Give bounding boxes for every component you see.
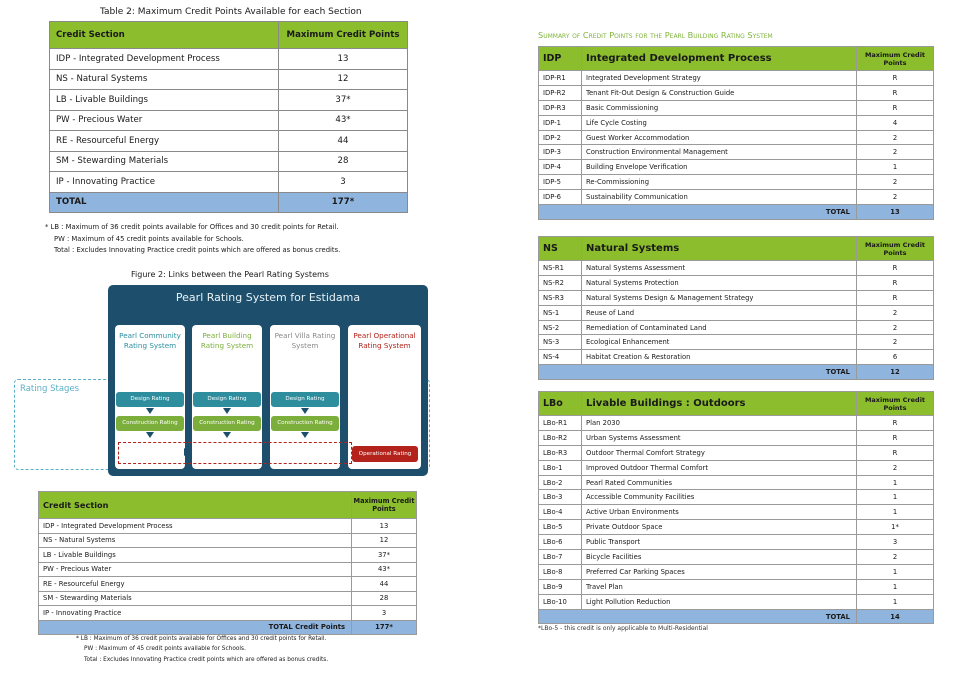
header-max-credit-points: Maximum Credit Points: [352, 492, 417, 519]
max-credit-points-header: Maximum Credit Points: [857, 392, 934, 416]
table-total-row: [39, 620, 417, 635]
table-row: [539, 320, 934, 335]
table2-notes: [45, 222, 340, 257]
table-row: [539, 130, 934, 145]
header-credit-section: Credit Section: [39, 492, 352, 519]
arrow-down-icon: [146, 432, 154, 438]
table-total-row: [50, 192, 408, 213]
credit-name: Natural Systems Protection: [582, 275, 857, 290]
construction-rating-community: Construction Rating: [116, 416, 184, 431]
table-row: [50, 69, 408, 90]
arrow-right-icon: [184, 448, 190, 456]
section-total-row: [539, 609, 934, 624]
credit-name: Light Pollution Reduction: [582, 594, 857, 609]
arrow-down-icon: [223, 432, 231, 438]
max-credit-points-header: Maximum Credit Points: [857, 47, 934, 71]
design-rating-community: Design Rating: [116, 392, 184, 407]
total-value: 13: [857, 205, 934, 220]
arrow-down-icon: [223, 408, 231, 414]
credit-name: Ecological Enhancement: [582, 335, 857, 350]
credit-name: Pearl Rated Communities: [582, 475, 857, 490]
table-row: [539, 445, 934, 460]
table-row: [539, 430, 934, 445]
table2-note-pw: PW : Maximum of 45 credit points available for Schools.: [54, 234, 244, 243]
table-row: [539, 275, 934, 290]
operational-path-outline: [118, 442, 352, 464]
table-row: [50, 172, 408, 193]
credit-code: IDP-4: [539, 160, 582, 175]
credit-points: 1: [857, 160, 934, 175]
credit-name: Tenant Fit-Out Design & Construction Guide: [582, 85, 857, 100]
total-spacer: [539, 205, 582, 220]
construction-rating-building: Construction Rating: [193, 416, 261, 431]
table2-note-lb: * LB : Maximum of 36 credit points available for Offices and 30 credit points for Retail.: [45, 223, 339, 231]
credit-name: Remediation of Contaminated Land: [582, 320, 857, 335]
credit-name: Guest Worker Accommodation: [582, 130, 857, 145]
arrow-down-icon: [146, 408, 154, 414]
figure-title: Pearl Rating System for Estidama: [175, 291, 361, 304]
credit-code: LBo-1: [539, 460, 582, 475]
credit-points: 1: [857, 475, 934, 490]
credit-points: 2: [857, 335, 934, 350]
credit-points: 2: [857, 190, 934, 205]
credit-points: 1: [857, 505, 934, 520]
credit-code: IDP-R2: [539, 85, 582, 100]
credit-name: Urban Systems Assessment: [582, 430, 857, 445]
card-villa-title: Pearl Villa Rating System: [274, 331, 336, 350]
credit-points: 1: [857, 579, 934, 594]
table-row: [539, 350, 934, 365]
credit-code: IDP-6: [539, 190, 582, 205]
credit-points: 1: [857, 490, 934, 505]
credit-code: NS-3: [539, 335, 582, 350]
arrow-down-icon: [301, 432, 309, 438]
credit-name: Accessible Community Facilities: [582, 490, 857, 505]
table-header-row: [50, 22, 408, 49]
credit-name: Construction Environmental Management: [582, 145, 857, 160]
table-row: [539, 160, 934, 175]
credit-code: IDP-R1: [539, 71, 582, 86]
table-row: [50, 49, 408, 70]
table-row: [39, 577, 417, 592]
credit-points-value: 12: [279, 69, 408, 90]
credit-section-name: IP - Innovating Practice: [39, 606, 352, 621]
credit-points: R: [857, 261, 934, 276]
credit-points: 2: [857, 130, 934, 145]
total-value: 14: [857, 609, 934, 624]
credit-name: Integrated Development Strategy: [582, 71, 857, 86]
credit-section-name: NS - Natural Systems: [39, 533, 352, 548]
table-row: [539, 145, 934, 160]
table2-caption: Table 2: Maximum Credit Points Available for each Section: [100, 7, 362, 17]
construction-rating-villa: Construction Rating: [271, 416, 339, 431]
total-label: TOTAL: [582, 365, 857, 380]
credit-points-value: 3: [352, 606, 417, 621]
section-code: IDP: [539, 47, 582, 71]
credit-points: R: [857, 71, 934, 86]
table-row: [539, 594, 934, 609]
credit-code: LBo-9: [539, 579, 582, 594]
section-code: LBo: [539, 392, 582, 416]
section-total-row: [539, 365, 934, 380]
credit-code: LBo-R2: [539, 430, 582, 445]
credit-section-table: [38, 491, 417, 635]
total-spacer: [539, 365, 582, 380]
credit-points: 2: [857, 145, 934, 160]
table-row: [539, 175, 934, 190]
table-row: [39, 591, 417, 606]
total-label: TOTAL: [582, 205, 857, 220]
credit-points-value: 43*: [279, 110, 408, 131]
credit-points-value: 28: [352, 591, 417, 606]
credit-points: R: [857, 416, 934, 431]
note-pw: PW : Maximum of 45 credit points available for Schools.: [84, 646, 246, 653]
credit-section-name: RE - Resourceful Energy: [50, 131, 279, 152]
credit-code: LBo-R3: [539, 445, 582, 460]
table-row: [539, 190, 934, 205]
max-credit-points-header: Maximum Credit Points: [857, 237, 934, 261]
design-rating-building: Design Rating: [193, 392, 261, 407]
section-code: NS: [539, 237, 582, 261]
credit-section-name: SM - Stewarding Materials: [39, 591, 352, 606]
credit-points: 1*: [857, 520, 934, 535]
credit-points-value: 12: [352, 533, 417, 548]
table-row: [539, 460, 934, 475]
credit-points: 3: [857, 535, 934, 550]
credit-name: Active Urban Environments: [582, 505, 857, 520]
credit-name: Sustainability Communication: [582, 190, 857, 205]
summary-title: Summary of Credit Points for the Pearl Building Rating System: [538, 30, 773, 40]
credit-points-value: 13: [352, 519, 417, 534]
total-label: TOTAL: [50, 192, 279, 213]
table-row: [539, 115, 934, 130]
total-label: TOTAL: [582, 609, 857, 624]
credit-code: NS-R1: [539, 261, 582, 276]
card-building-title: Pearl Building Rating System: [200, 331, 254, 350]
arrow-right-icon: [340, 448, 346, 456]
credit-name: Improved Outdoor Thermal Comfort: [582, 460, 857, 475]
note-total: Total : Excludes Innovating Practice credit points which are offered as bonus credits.: [84, 656, 329, 663]
credit-points: R: [857, 85, 934, 100]
credit-section-name: IDP - Integrated Development Process: [39, 519, 352, 534]
summary-footnote: *LBo-5 - this credit is only applicable to Multi-Residential: [538, 625, 708, 632]
total-value: 177*: [352, 620, 417, 635]
credit-name: Outdoor Thermal Comfort Strategy: [582, 445, 857, 460]
credit-name: Private Outdoor Space: [582, 520, 857, 535]
table-row: [50, 90, 408, 111]
table-row: [539, 535, 934, 550]
table-row: [539, 100, 934, 115]
credit-section-name: PW - Precious Water: [39, 562, 352, 577]
credit-section-notes: [76, 634, 328, 665]
credit-section-name: LB - Livable Buildings: [50, 90, 279, 111]
credit-name: Public Transport: [582, 535, 857, 550]
credit-name: Habitat Creation & Restoration: [582, 350, 857, 365]
credit-code: LBo-6: [539, 535, 582, 550]
credit-section-name: SM - Stewarding Materials: [50, 151, 279, 172]
table-row: [539, 520, 934, 535]
summary-table-ns: [538, 236, 934, 380]
section-name: Integrated Development Process: [582, 47, 857, 71]
credit-code: LBo-4: [539, 505, 582, 520]
section-header-row: [539, 392, 934, 416]
credit-name: Bicycle Facilities: [582, 550, 857, 565]
credit-code: LBo-2: [539, 475, 582, 490]
table-row: [539, 261, 934, 276]
credit-points: 2: [857, 320, 934, 335]
total-value: 177*: [279, 192, 408, 213]
header-max-credit-points: Maximum Credit Points: [279, 22, 408, 49]
credit-points: R: [857, 100, 934, 115]
credit-code: IDP-2: [539, 130, 582, 145]
credit-points: 2: [857, 550, 934, 565]
summary-table-lbo: [538, 391, 934, 624]
credit-name: Life Cycle Costing: [582, 115, 857, 130]
table2: [49, 21, 408, 213]
table-row: [39, 548, 417, 563]
section-name: Natural Systems: [582, 237, 857, 261]
credit-name: Natural Systems Design & Management Strategy: [582, 290, 857, 305]
credit-points: 6: [857, 350, 934, 365]
credit-points: R: [857, 430, 934, 445]
total-spacer: [539, 609, 582, 624]
table-header-row: [39, 492, 417, 519]
arrow-right-icon: [262, 448, 268, 456]
credit-points-value: 44: [279, 131, 408, 152]
design-rating-villa: Design Rating: [271, 392, 339, 407]
table-row: [39, 562, 417, 577]
pearl-rating-figure: [108, 285, 428, 476]
table-row: [50, 131, 408, 152]
table-row: [539, 579, 934, 594]
credit-name: Reuse of Land: [582, 305, 857, 320]
table-row: [539, 550, 934, 565]
credit-points: 1: [857, 564, 934, 579]
credit-name: Preferred Car Parking Spaces: [582, 564, 857, 579]
section-header-row: [539, 47, 934, 71]
table-row: [539, 305, 934, 320]
arrow-down-icon: [301, 408, 309, 414]
credit-section-name: NS - Natural Systems: [50, 69, 279, 90]
credit-points: R: [857, 445, 934, 460]
table-row: [539, 290, 934, 305]
credit-code: LBo-R1: [539, 416, 582, 431]
credit-code: NS-R3: [539, 290, 582, 305]
figure2-caption: Figure 2: Links between the Pearl Rating Systems: [131, 270, 329, 279]
table-row: [539, 475, 934, 490]
credit-name: Building Envelope Verification: [582, 160, 857, 175]
operational-rating: Operational Rating: [352, 446, 418, 462]
table-row: [539, 564, 934, 579]
credit-points-value: 37*: [352, 548, 417, 563]
credit-name: Plan 2030: [582, 416, 857, 431]
credit-section-name: LB - Livable Buildings: [39, 548, 352, 563]
credit-section-name: IP - Innovating Practice: [50, 172, 279, 193]
table-row: [539, 490, 934, 505]
credit-code: IDP-1: [539, 115, 582, 130]
summary-table-idp: [538, 46, 934, 220]
credit-points-value: 43*: [352, 562, 417, 577]
credit-name: Natural Systems Assessment: [582, 261, 857, 276]
credit-points-value: 13: [279, 49, 408, 70]
credit-points-value: 37*: [279, 90, 408, 111]
credit-code: LBo-5: [539, 520, 582, 535]
header-credit-section: Credit Section: [50, 22, 279, 49]
section-header-row: [539, 237, 934, 261]
credit-code: LBo-8: [539, 564, 582, 579]
table-row: [539, 85, 934, 100]
credit-points-value: 28: [279, 151, 408, 172]
credit-code: LBo-10: [539, 594, 582, 609]
total-value: 12: [857, 365, 934, 380]
table-row: [39, 519, 417, 534]
credit-code: IDP-5: [539, 175, 582, 190]
table-row: [539, 335, 934, 350]
table-row: [39, 606, 417, 621]
credit-name: Basic Commissioning: [582, 100, 857, 115]
credit-code: NS-R2: [539, 275, 582, 290]
credit-name: Travel Plan: [582, 579, 857, 594]
credit-points-value: 44: [352, 577, 417, 592]
credit-code: IDP-R3: [539, 100, 582, 115]
credit-points: 2: [857, 460, 934, 475]
section-total-row: [539, 205, 934, 220]
credit-name: Re-Commissioning: [582, 175, 857, 190]
table-row: [539, 416, 934, 431]
credit-section-name: PW - Precious Water: [50, 110, 279, 131]
credit-code: NS-4: [539, 350, 582, 365]
credit-code: LBo-7: [539, 550, 582, 565]
credit-code: LBo-3: [539, 490, 582, 505]
credit-points: R: [857, 275, 934, 290]
credit-points: 4: [857, 115, 934, 130]
table2-note-total: Total : Excludes Innovating Practice credit points which are offered as bonus credits.: [54, 246, 341, 254]
credit-section-name: RE - Resourceful Energy: [39, 577, 352, 592]
total-label: TOTAL Credit Points: [39, 620, 352, 635]
table-row: [539, 505, 934, 520]
credit-points-value: 3: [279, 172, 408, 193]
credit-section-name: IDP - Integrated Development Process: [50, 49, 279, 70]
table-row: [539, 71, 934, 86]
credit-code: NS-2: [539, 320, 582, 335]
note-lb: * LB : Maximum of 36 credit points available for Offices and 30 credit points for Retail.: [76, 636, 327, 642]
card-community-title: Pearl Community Rating System: [119, 331, 181, 350]
card-operational-title: Pearl Operational Rating System: [353, 331, 416, 350]
table-row: [50, 110, 408, 131]
credit-points: 2: [857, 175, 934, 190]
table-row: [39, 533, 417, 548]
credit-points: R: [857, 290, 934, 305]
credit-points: 1: [857, 594, 934, 609]
credit-code: IDP-3: [539, 145, 582, 160]
credit-points: 2: [857, 305, 934, 320]
table-row: [50, 151, 408, 172]
credit-code: NS-1: [539, 305, 582, 320]
rating-stages-label: Rating Stages: [20, 384, 80, 394]
section-name: Livable Buildings : Outdoors: [582, 392, 857, 416]
